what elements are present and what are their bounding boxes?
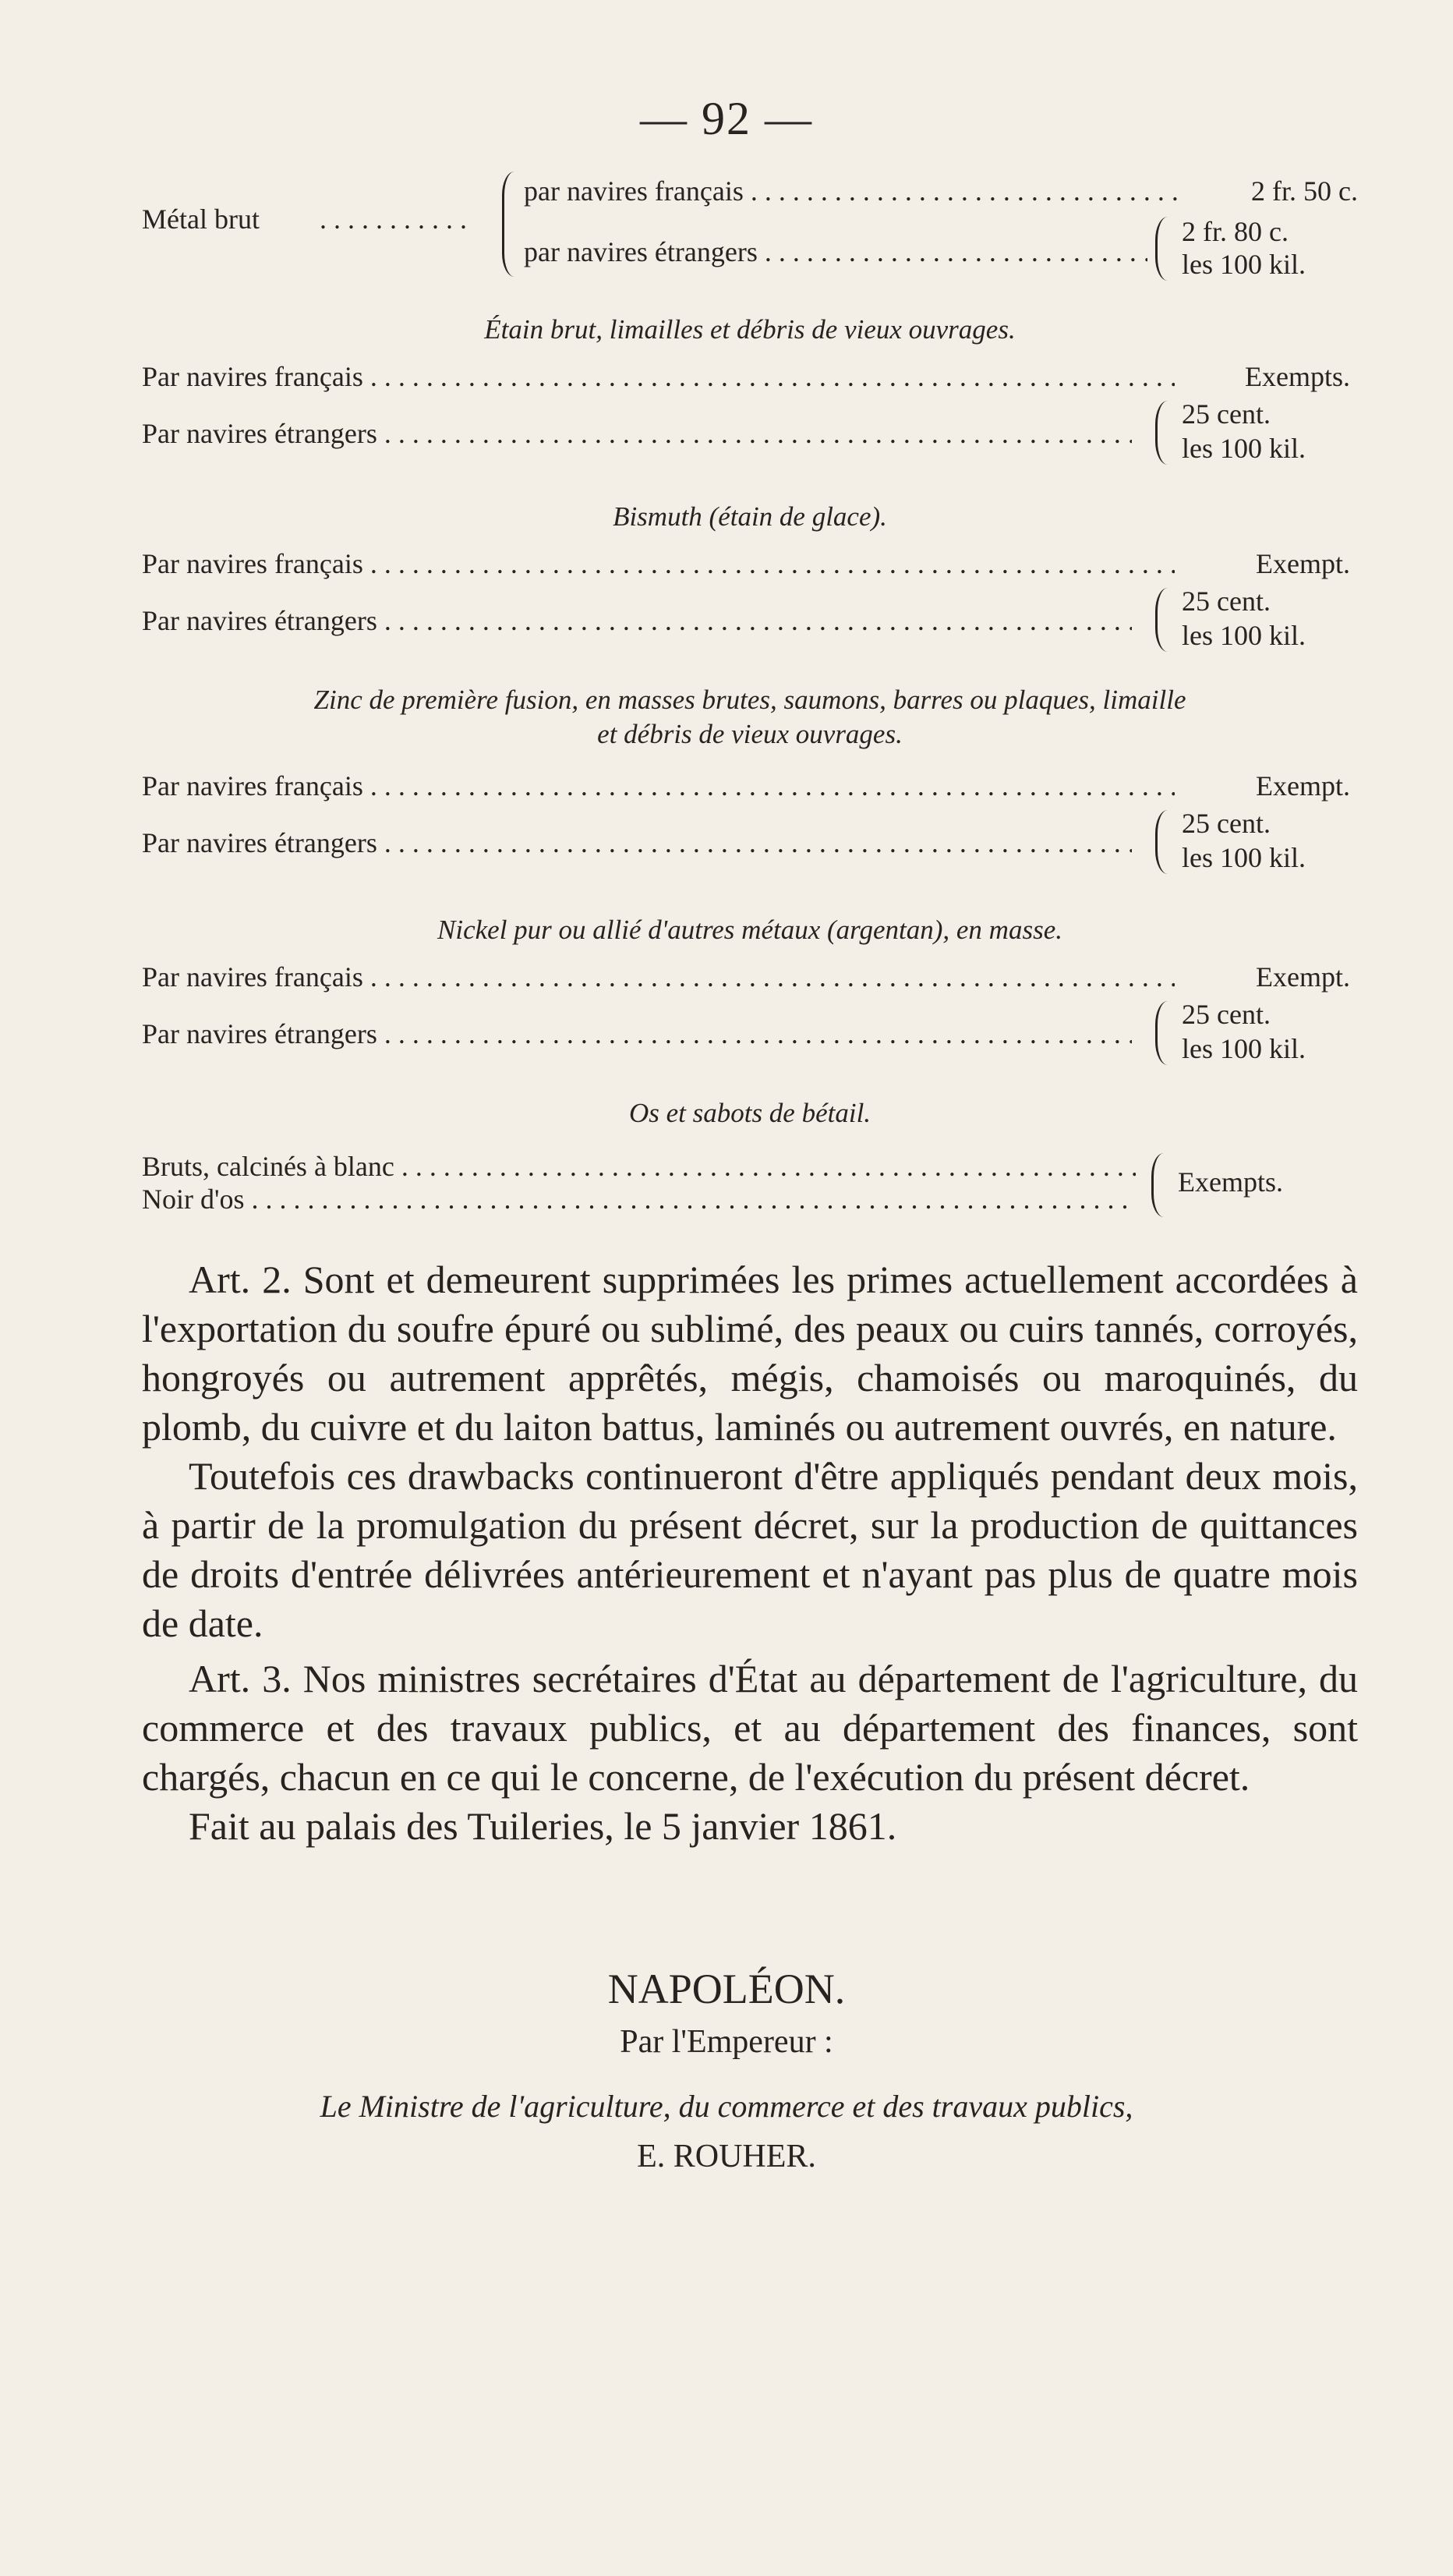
os-noir-row — [142, 1183, 1136, 1219]
os-heading: Os et sabots de bétail. — [628, 1098, 871, 1128]
bismuth-foreign-label: Par navires étrangers — [142, 605, 377, 636]
os-section — [142, 1095, 1358, 1236]
bismuth-section — [142, 499, 1358, 663]
metal-brut-foreign-label: par navires étrangers — [524, 236, 758, 267]
bismuth-rate-brace — [1155, 588, 1172, 652]
os-noir-label: Noir d'os — [142, 1184, 245, 1215]
bismuth-french-label: Par navires français — [142, 548, 363, 579]
bismuth-heading: Bismuth (étain de glace). — [613, 501, 887, 532]
nickel-section — [142, 912, 1358, 1076]
metal-brut-entry — [142, 172, 1358, 288]
paragraph-toutefois: Toutefois ces drawbacks continueront d'être appliqués pendant deux mois, à partir de la promulgation du présent décret, sur la production de quittances de droits d'entrée délivrées antérieurement et n'ayant pas plus de quatre mois de date. — [142, 1454, 1358, 1645]
metal-brut-french-rate: 2 fr. 50 c. — [1251, 175, 1358, 207]
article-3: Art. 3. Nos ministres secrétaires d'État au département de l'agriculture, du commerce et des travaux publics, et au département des finances, sont chargés, chacun en ce qui le concerne, de l'exécution du présent décret. — [142, 1657, 1358, 1799]
zinc-french-value: Exempt. — [1256, 770, 1350, 801]
nickel-foreign-value-2: les 100 kil. — [1182, 1033, 1306, 1064]
zinc-heading-line-1: Zinc de première fusion, en masses brutes, saumons, barres ou plaques, limaille — [313, 685, 1186, 715]
etain-rate-brace — [1155, 401, 1172, 465]
os-bruts-row — [142, 1150, 1136, 1186]
zinc-french-label: Par navires français — [142, 770, 363, 801]
nickel-heading: Nickel pur ou allié d'autres métaux (argentan), en masse. — [437, 915, 1062, 945]
bismuth-french-value: Exempt. — [1256, 548, 1350, 579]
fait-au-palais: Fait au palais des Tuileries, le 5 janvier 1861. — [189, 1804, 897, 1848]
nickel-foreign-rate — [1155, 998, 1358, 1068]
nickel-rate-brace — [1155, 1001, 1172, 1065]
nickel-foreign-label: Par navires étrangers — [142, 1018, 377, 1049]
zinc-heading-line-2: et débris de vieux ouvrages. — [597, 719, 903, 749]
os-bruts-label: Bruts, calcinés à blanc — [142, 1151, 394, 1182]
etain-section — [142, 312, 1358, 476]
zinc-foreign-row — [142, 826, 1132, 862]
bismuth-foreign-value-1: 25 cent. — [1182, 586, 1271, 617]
bismuth-foreign-rate — [1155, 585, 1358, 655]
metal-brut-rate-brace — [1155, 217, 1172, 281]
signature-napoleon: NAPOLÉON. — [607, 1966, 846, 2012]
etain-heading: Étain brut, limailles et débris de vieux ouvrages. — [484, 314, 1016, 345]
metal-brut-french-label: par navires français — [524, 175, 744, 207]
zinc-rate-brace — [1155, 810, 1172, 874]
nickel-french-label: Par navires français — [142, 961, 363, 993]
zinc-section — [142, 682, 1358, 885]
par-lempereur: Par l'Empereur : — [620, 2024, 833, 2060]
ministre-title: Le Ministre de l'agriculture, du commerce et des travaux publics, — [320, 2089, 1133, 2124]
metal-brut-dots: . . . . . . . . . . . — [320, 203, 467, 235]
metal-brut-brace — [502, 172, 518, 277]
etain-foreign-rate — [1155, 398, 1358, 468]
zinc-foreign-rate — [1155, 807, 1358, 877]
zinc-french-row — [142, 770, 1175, 805]
nickel-french-row — [142, 961, 1175, 996]
metal-brut-foreign — [524, 235, 1147, 271]
article-2: Art. 2. Sont et demeurent supprimées les primes actuellement accordées à l'exportation du soufre épuré ou sublimé, des peaux ou cuirs tannés, corroyés, hongroyés ou autrement apprêtés, mégis, chamoisés ou maroquinés, du plomb, du cuivre et du laiton battus, laminés ou autrement ouvrés, en nature. — [142, 1258, 1358, 1449]
zinc-foreign-value-1: 25 cent. — [1182, 808, 1271, 839]
etain-french-value: Exempts. — [1245, 361, 1350, 392]
nickel-foreign-value-1: 25 cent. — [1182, 999, 1271, 1030]
metal-brut-foreign-rate-1: 2 fr. 80 c. — [1182, 216, 1289, 247]
etain-foreign-label: Par navires étrangers — [142, 418, 377, 449]
bismuth-foreign-value-2: les 100 kil. — [1182, 620, 1306, 651]
minister-name: E. ROUHER. — [637, 2139, 816, 2174]
etain-french-label: Par navires français — [142, 361, 363, 392]
os-brace — [1151, 1153, 1168, 1217]
bismuth-foreign-row — [142, 604, 1132, 640]
zinc-foreign-value-2: les 100 kil. — [1182, 842, 1306, 873]
metal-brut-label: Métal brut — [142, 203, 260, 235]
os-value — [1151, 1150, 1358, 1220]
etain-foreign-value-1: 25 cent. — [1182, 398, 1271, 430]
nickel-foreign-row — [142, 1017, 1132, 1053]
metal-brut-foreign-rate-2: les 100 kil. — [1182, 249, 1306, 280]
etain-foreign-row — [142, 417, 1132, 453]
metal-brut-french — [524, 175, 1179, 211]
page-number: — 92 — — [640, 93, 813, 144]
os-exempts: Exempts. — [1178, 1166, 1283, 1198]
nickel-french-value: Exempt. — [1256, 961, 1350, 993]
decree-body — [142, 1255, 1358, 1851]
bismuth-french-row — [142, 547, 1175, 583]
zinc-foreign-label: Par navires étrangers — [142, 827, 377, 858]
metal-brut-foreign-rate — [1155, 214, 1358, 284]
etain-foreign-value-2: les 100 kil. — [1182, 433, 1306, 464]
etain-french-row — [142, 360, 1175, 396]
